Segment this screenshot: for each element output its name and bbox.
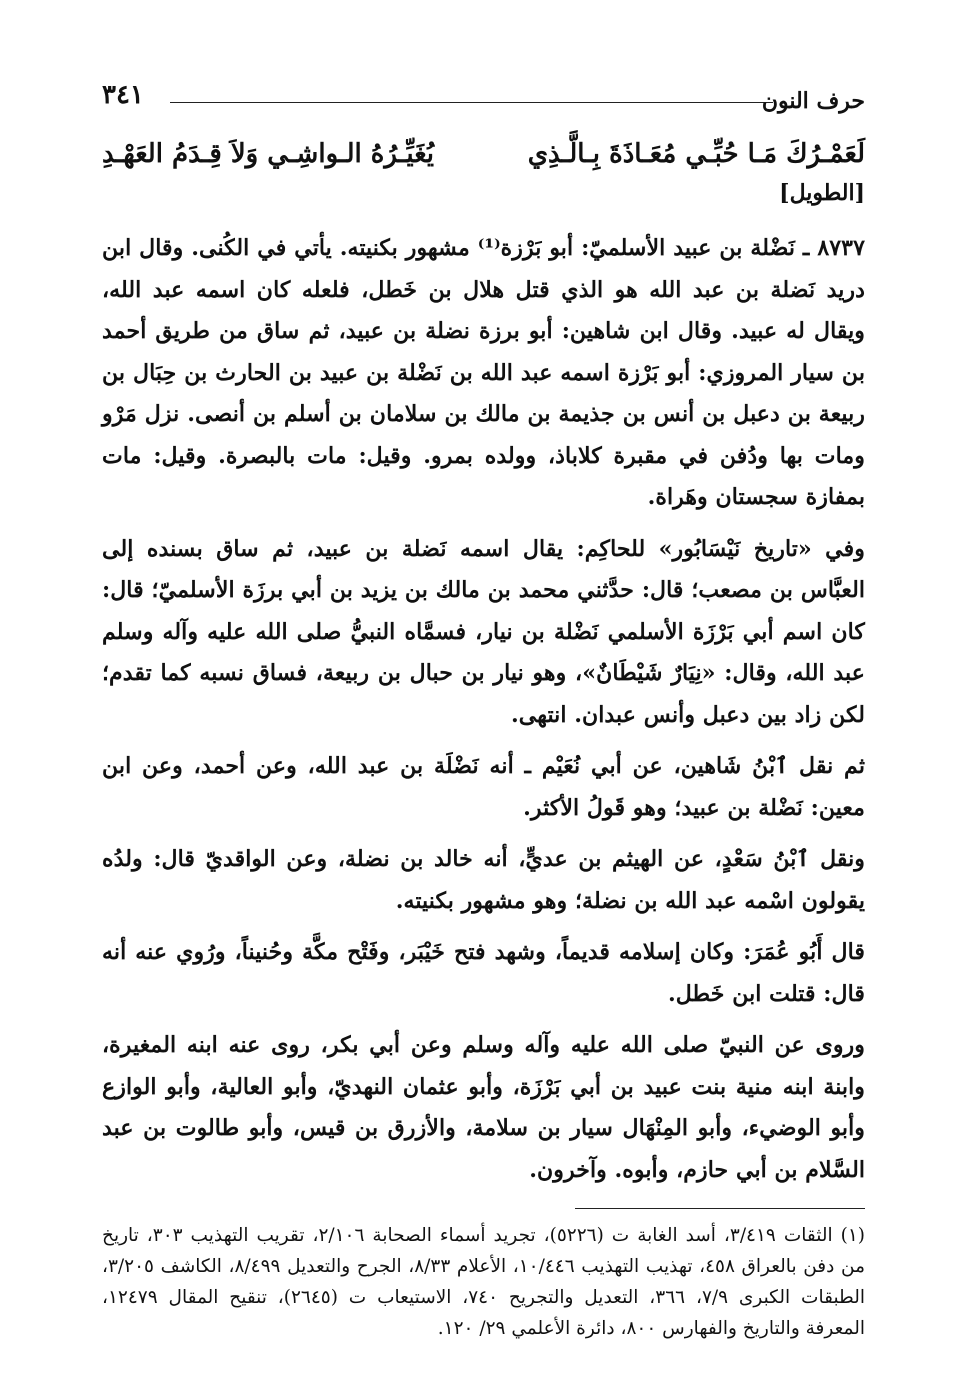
main-text bbox=[102, 134, 865, 1191]
footnote-1: (١) الثقات ٣/٤١٩، أسد الغابة ت (٥٢٢٦)، تجريد أسماء الصحابة ٢/١٠٦، تقريب التهذيب ٣٠٣، تاريخ من دفن بالعراق ٤٥٨، تهذيب التهذيب ١٠/٤٤٦، الأعلام ٨/٣٣، الجرح والتعديل ٨/٤٩٩، الكاشف ٣/٢٠٥، الطبقات الكبرى ٧/٩، ٣٦٦، التعديل والتجريح ٧٤٠، الاستيعاب ت (٢٦٤٥)، تنقيح المقال ١٢٤٧٩، المعرفة والتاريخ والفهارس ٨٠٠، دائرة الأعلمي ٢٩/ ١٢٠. bbox=[102, 1225, 865, 1339]
poetic-meter: [الطويل] bbox=[779, 180, 865, 206]
page-number: ٣٤١ bbox=[102, 80, 144, 110]
footnote-rule bbox=[575, 1208, 865, 1209]
entry-paragraph-3: ثم نقل ٱبْنُ شَاهين، عن أبي نُعَيْم ـ أنه نَضْلَة بن عبد الله، وعن أحمد، وعن ابن معين: نَضْلة بن عبيد؛ وهو قَولُ الأكثر. bbox=[102, 753, 865, 821]
verse-second-hemistich: يُغَيِّـرُهُ الـواشِـي وَلاَ قِـدَمُ العَهْـدِ bbox=[102, 139, 435, 169]
verse-first-hemistich: لَعَمْـرُكَ مَـا حُبِّـي مُعَـاذَةَ بِـالَّـذِي bbox=[527, 139, 865, 169]
chapter-title: حرف النون bbox=[761, 88, 865, 114]
entry-heading: ٨٧٣٧ ـ نَضْلة بن عبيد الأسلميّ: bbox=[581, 235, 865, 261]
footnotes bbox=[102, 1220, 865, 1344]
entry-paragraph-6: وروى عن النبيّ صلى الله عليه وآله وسلم وعن أبي بكر، روى عنه ابنه المغيرة، وابنة ابنه منية بنت عبيد بن أبي بَرْزَة، وأبو عثمان النهديّ، وأبو العالية، وأبو الوازع وأبو الوضيء، وأبو المِنْهَال سيار بن سلامة، والأزرق بن قيس، وأبو طالوت بن عبد السَّلام بن أبي حازم، وأبوه. وآخرون. bbox=[102, 1032, 865, 1183]
running-header bbox=[102, 80, 865, 116]
header-rule bbox=[170, 102, 773, 103]
entry-paragraph-1 bbox=[102, 228, 865, 519]
entry-text-1: أبو بَرْزة⁽¹⁾ مشهور بكنيته. يأتي في الكُنى. وقال ابن دريد نَضلة بن عبد الله هو الذي قتل هلال بن خَطل، فلعله كان اسمه عبد الله، ويقال له عبيد. وقال ابن شاهين: أبو برزة نضلة بن عبيد، ثم ساق من طريق أحمد بن سيار المروزي: أبو بَرْزة اسمه عبد الله بن نَضْلة بن عبيد بن الحارث بن حِبَال بن ربيعة بن دعبل بن أنس بن جذيمة بن مالك بن سلامان بن أسلم بن أنصى. نزل مَرْو ومات بها ودُفن في مقبرة كلاباذ، وولده بمرو. وقيل: مات بالبصرة. وقيل: مات بمفازة سجستان وهَراة. bbox=[102, 235, 865, 510]
poetry-verse bbox=[102, 134, 865, 174]
entry-paragraph-4: ونقل ٱبْنُ سَعْدٍ، عن الهيثم بن عديٍّ، أنه خالد بن نضلة، وعن الواقديّ قال: ولدُه يقولون اسْمه عبد الله بن نضلة؛ وهو مشهور بكنيته. bbox=[102, 846, 865, 914]
entry-paragraph-2: وفي «تاريخ نَيْسَابُور» للحاكِم: يقال اسمه نَضلة بن عبيد، ثم ساق بسنده إلى العبَّاس بن مصعب؛ قال: حدَّثني محمد بن مالك بن يزيد بن أبي برزَة الأسلميّ؛ قال: كان اسم أبي بَرْزَة الأسلمي نَضْلة بن نيار، فسمَّاه النبيُّ صلى الله عليه وآله وسلم عبد الله، وقال: «نِيَارٌ شَيْطَانٌ»، وهو نيار بن حبال بن ربيعة، فساق نسبه كما تقدم؛ لكن زاد بين دعبل وأنس عبدان. انتهى. bbox=[102, 535, 865, 728]
entry-paragraph-5: قال أَبُو عُمَرَ: وكان إسلامه قديماً، وشهد فتح خَيْبَر، وفَتْح مكَّة وحُنيناً، ورُوي عنه أنه قال: قتلت ابن خَطل. bbox=[102, 939, 865, 1007]
